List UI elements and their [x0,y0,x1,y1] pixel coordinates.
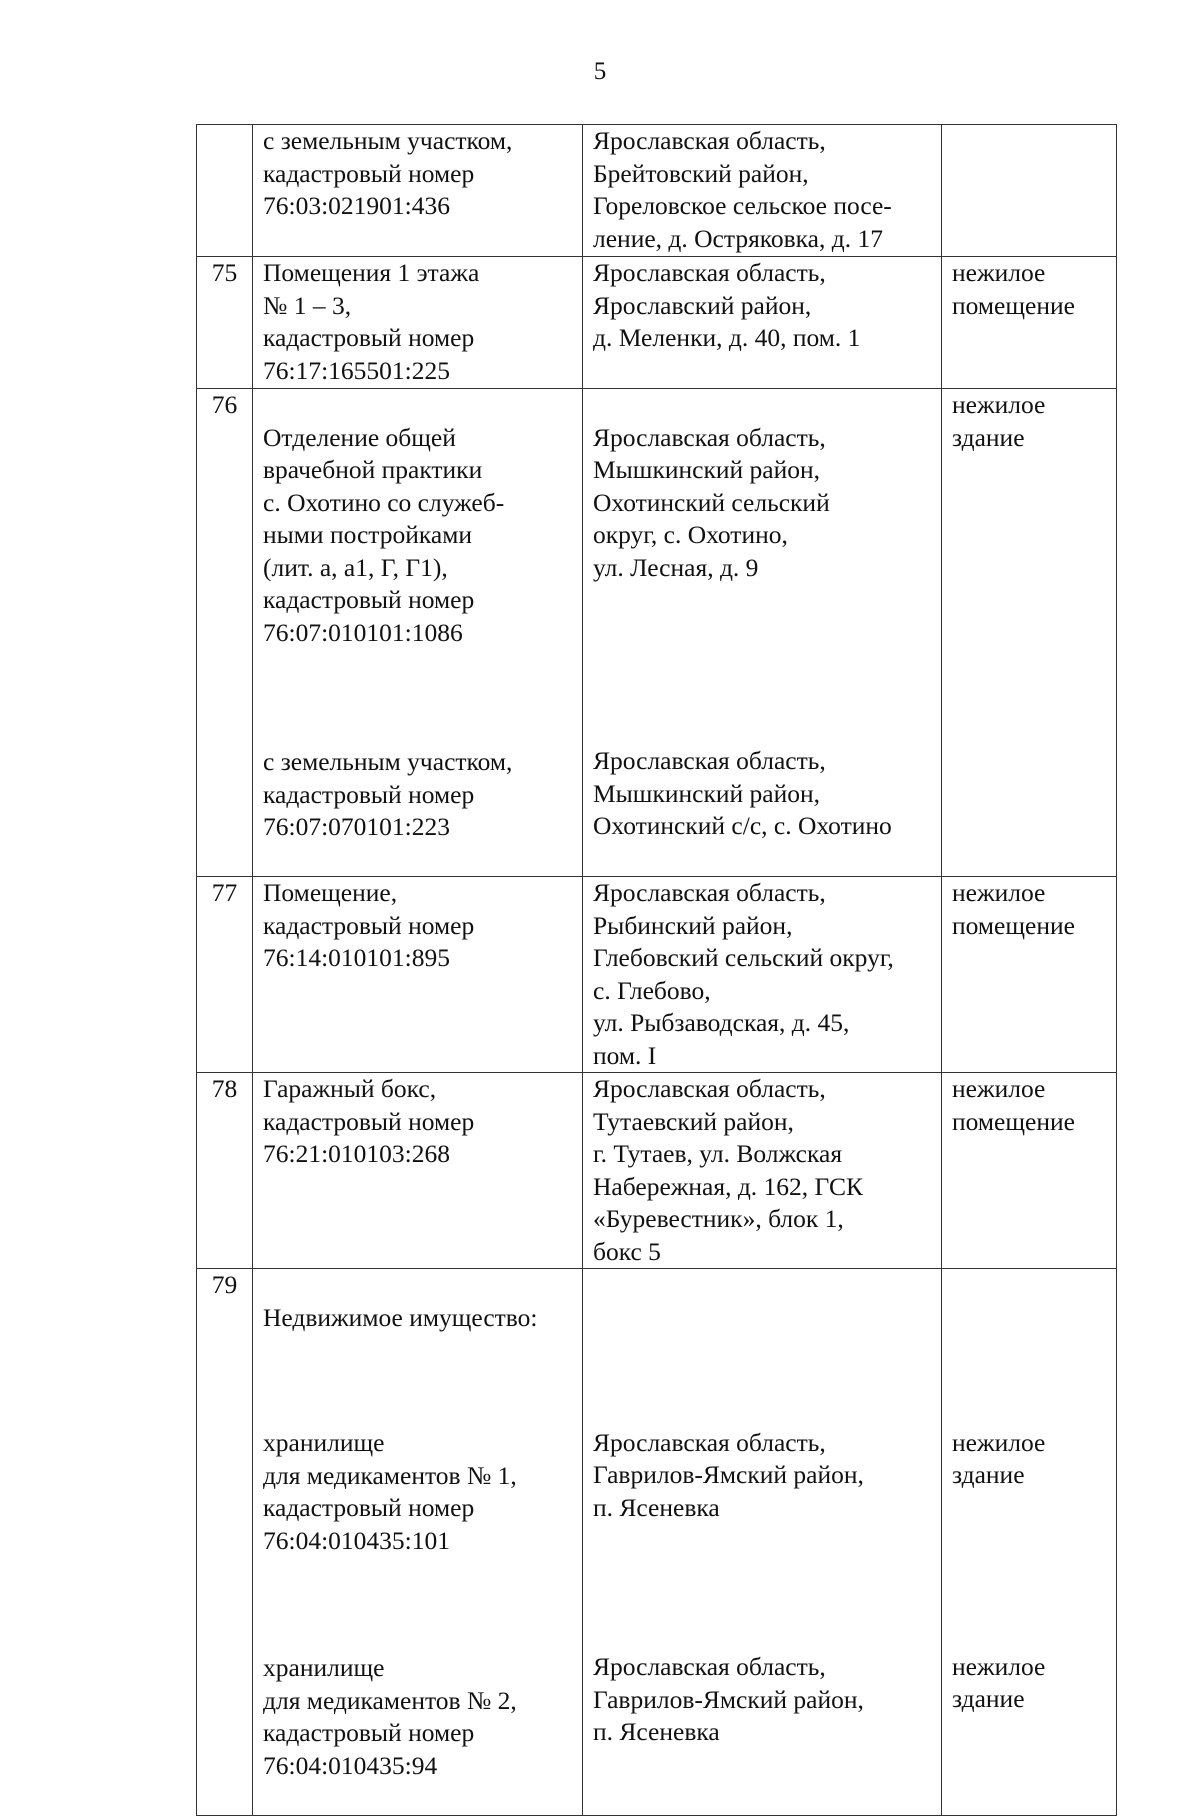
table-row [197,125,1117,257]
property-name: с земельным участком, кадастровый номер 76:03:021901:436 [253,125,583,257]
property-address-main: Ярославская область, Мышкинский район, Охотинский сельский округ, с. Охотино, ул. Лесная, д. 9 [593,422,830,582]
property-type: нежилое помещение [942,1073,1117,1269]
property-address [583,389,942,877]
property-address: Ярославская область, Рыбинский район, Глебовский сельский округ, с. Глебово, ул. Рыбзаводская, д. 45, пом. I [583,877,942,1073]
property-address-land: Ярославская область, Мышкинский район, Охотинский с/с, с. Охотино [593,746,892,840]
property-name: Помещения 1 этажа № 1 – 3, кадастровый номер 76:17:165501:225 [253,257,583,389]
property-name: Гаражный бокс, кадастровый номер 76:21:010103:268 [253,1073,583,1269]
property-address [583,1269,942,1816]
property-type [942,1269,1117,1816]
property-name-land: с земельным участком, кадастровый номер 76:07:070101:223 [263,747,513,841]
property-name-main: Отделение общей врачебной практики с. Охотино со служеб- ными постройками (лит. а, а1, Г, Г1), кадастровый номер 76:07:010101:1086 [263,422,505,647]
property-name [253,1269,583,1816]
row-number: 78 [197,1073,253,1269]
property-table [196,124,1117,1816]
property-address: Ярославская область, Ярославский район, д. Меленки, д. 40, пом. 1 [583,257,942,389]
property-name: Помещение, кадастровый номер 76:14:010101:895 [253,877,583,1073]
property-type [942,125,1117,257]
property-item-type: нежилое здание [952,1651,1046,1713]
property-type: нежилое помещение [942,877,1117,1073]
property-group-heading: Недвижимое имущество: [263,1302,538,1332]
table-row [197,389,1117,877]
table-row [197,1073,1117,1269]
property-name [253,389,583,877]
property-item-name: хранилище для медикаментов № 2, кадастровый номер 76:04:010435:94 [263,1653,517,1780]
row-number: 79 [197,1269,253,1816]
property-item-address: Ярославская область, Гаврилов-Ямский район, п. Ясеневка [593,1427,864,1522]
table-row [197,877,1117,1073]
property-item-type: нежилое здание [952,1427,1046,1489]
table-row [197,1269,1117,1816]
row-number: 75 [197,257,253,389]
row-number [197,125,253,257]
property-type: нежилое помещение [942,257,1117,389]
table-row [197,257,1117,389]
page-number: 5 [593,58,607,85]
row-number: 77 [197,877,253,1073]
property-item-name: хранилище для медикаментов № 1, кадастровый номер 76:04:010435:101 [263,1428,517,1555]
property-address: Ярославская область, Тутаевский район, г. Тутаев, ул. Волжская Набережная, д. 162, ГСК «Буревестник», блок 1, бокс 5 [583,1073,942,1269]
property-address: Ярославская область, Брейтовский район, Гореловское сельское посе- ление, д. Остряковка, д. 17 [583,125,942,257]
property-item-address: Ярославская область, Гаврилов-Ямский район, п. Ясеневка [593,1652,864,1746]
property-type: нежилое здание [942,389,1117,877]
row-number: 76 [197,389,253,877]
